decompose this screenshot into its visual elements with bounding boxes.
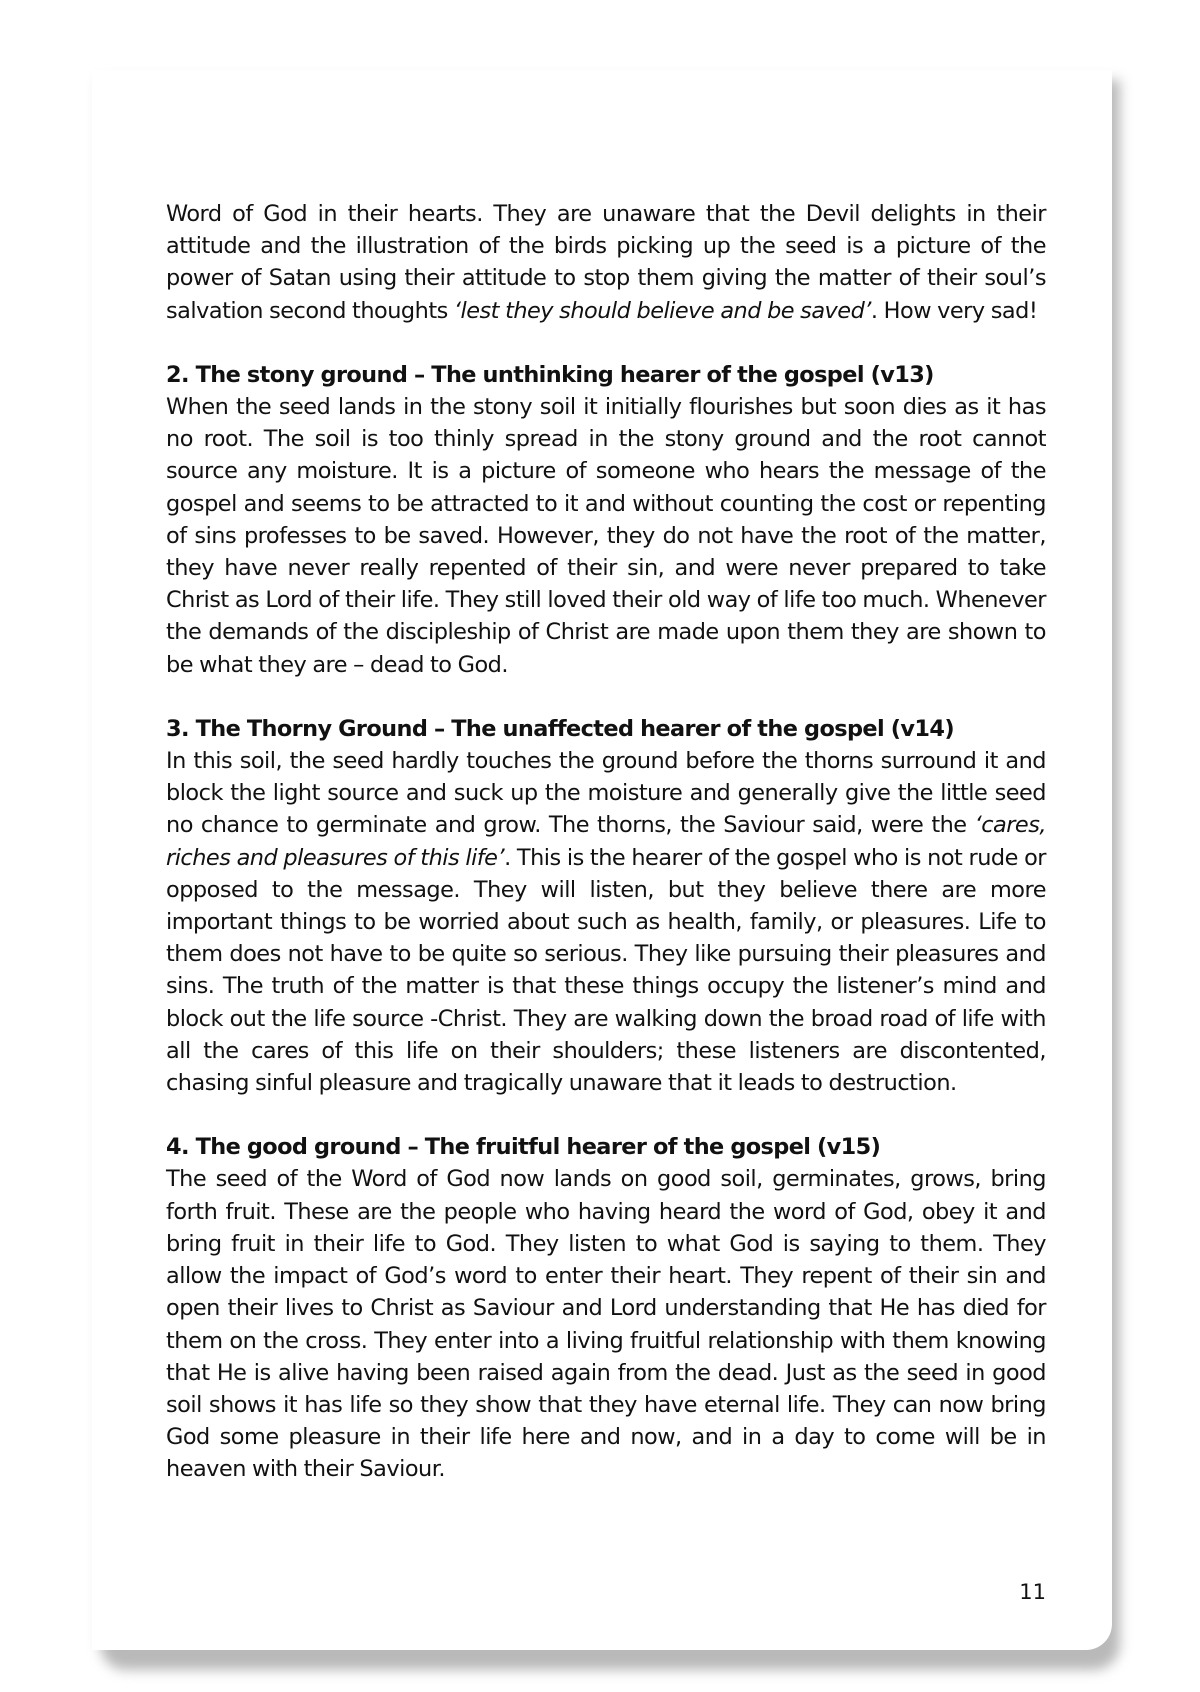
page-number: 11 xyxy=(1019,1580,1046,1604)
page-content xyxy=(166,198,1046,1486)
section-body-stony: When the seed lands in the stony soil it initially flourishes but soon dies as it has no root. The soil is too thinly spread in the stony ground and the root cannot source any moisture. It is a picture of someone who hears the message of the gospel and seems to be attracted to it and without counting the cost or repenting of sins professes to be saved. However, they do not have the root of the matter, they have never really repented of their sin, and were never prepared to take Christ as Lord of their life. They still loved their old way of life too much. Whenever the demands of the discipleship of Christ are made upon them they are shown to be what they are – dead to God. xyxy=(166,394,1046,678)
section-body-thorny xyxy=(166,745,1046,1099)
section-heading-good: 4. The good ground – The fruitful hearer of the gospel (v15) xyxy=(166,1134,881,1161)
section-heading-thorny: 3. The Thorny Ground – The unaffected hearer of the gospel (v14) xyxy=(166,715,954,742)
intro-paragraph xyxy=(166,198,1046,327)
thorny-text: In this soil, the seed hardly touches the ground before the thorns surround it and block the light source and suck up the moisture and generally give the little seed no chance to germinate and grow. The thorns, the Saviour said, were the xyxy=(166,748,1046,839)
thorny-text-end: . This is the hearer of the gospel who is not rude or opposed to the message. They will listen, but they believe there are more important things to be worried about such as health, family, or pleasures. Life to them does not have to be quite so serious. They like pursuing their pleasures and sins. The truth of the matter is that these things occupy the listener’s mind and block out the life source -Christ. They are walking down the broad road of life with all the cares of this life on their shoulders; these listeners are discontented, chasing sinful pleasure and tragically unaware that it leads to destruction. xyxy=(166,844,1046,1097)
intro-text-end: . How very sad! xyxy=(870,297,1038,324)
intro-quote: ‘lest they should believe and be saved’ xyxy=(453,297,871,324)
section-body-good: The seed of the Word of God now lands on good soil, germinates, grows, bring forth fruit. These are the people who having heard the word of God, obey it and bring fruit in their life to God. They listen to what God is saying to them. They allow the impact of God’s word to enter their heart. They repent of their sin and open their lives to Christ as Saviour and Lord understanding that He has died for them on the cross. They enter into a living fruitful relationship with them knowing that He is alive having been raised again from the dead. Just as the seed in good soil shows it has life so they show that they have eternal life. They can now bring God some pleasure in their life here and now, and in a day to come will be in heaven with their Saviour. xyxy=(166,1166,1046,1483)
intro-text: Word of God in their hearts. They are unaware that the Devil delights in their attitude and the illustration of the birds picking up the seed is a picture of the power of Satan using their attitude to stop them giving the matter of their soul’s salvation second thoughts xyxy=(166,201,1046,324)
section-heading-stony: 2. The stony ground – The unthinking hearer of the gospel (v13) xyxy=(166,361,934,388)
thorny-quote: ‘cares, riches and pleasures of this life’ xyxy=(166,812,1046,871)
